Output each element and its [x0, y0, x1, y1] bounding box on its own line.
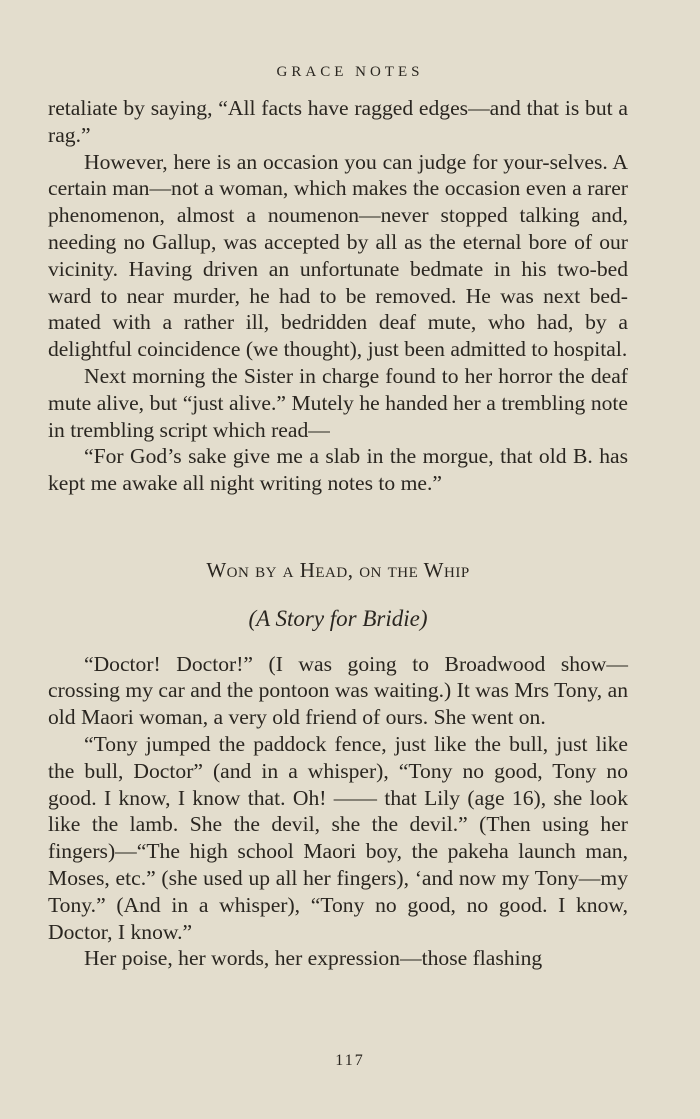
paragraph: Next morning the Sister in charge found to her horror the deaf mute alive, but “just alive.” Mutely he handed her a trembling note in trembling script which read—: [48, 363, 628, 442]
section-subtitle: [48, 606, 628, 633]
paragraph: “Tony jumped the paddock fence, just like the bull, just like the bull, Doctor” (and in a whisper), “Tony no good, Tony no good. I know, I know that. Oh! —— that Lily (age 16), she look like the lamb. She the devil, she the devil.” (Then using her fingers)—“The high school Maori boy, the pakeha launch man, Moses, etc.” (she used up all her fingers), ‘and now my Tony—my Tony.” (And in a whisper), “Tony no good, no good. I know, Doctor, I know.”: [48, 731, 628, 944]
paragraph: However, here is an occasion you can judge for your-selves. A certain man—not a woman, which makes the occasion even a rarer phenomenon, almost a noumenon—never stopped talking and, needing no Gallup, was accepted by all as the eternal bore of our vicinity. Having driven an unfortunate bedmate in his two-bed ward to near murder, he had to be removed. He was next bed-mated with a rather ill, bedridden deaf mute, who had, by a delightful coincidence (we thought), just been admitted to hospital.: [48, 149, 628, 362]
paragraph: Her poise, her words, her expression—those flashing: [84, 946, 543, 971]
text-block-2: [48, 651, 628, 973]
paragraph: “For God’s sake give me a slab in the morgue, that old B. has kept me awake all night writing notes to me.”: [48, 444, 628, 496]
paragraph: retaliate by saying, “All facts have ragged edges—and that is but a rag.”: [48, 96, 628, 147]
section-subtitle-text: (A Story for Bridie): [248, 605, 428, 631]
paragraph: “Doctor! Doctor!” (I was going to Broadwood show—crossing my car and the pontoon was waiting.) It was Mrs Tony, an old Maori woman, a very old friend of ours. She went on.: [48, 651, 628, 730]
page-number: 117: [335, 1052, 365, 1069]
text-block-1: [48, 95, 628, 497]
running-head: GRACE NOTES: [276, 64, 424, 80]
section-title: Won by a Head, on the Whip: [206, 557, 470, 582]
body-text: [48, 95, 628, 972]
